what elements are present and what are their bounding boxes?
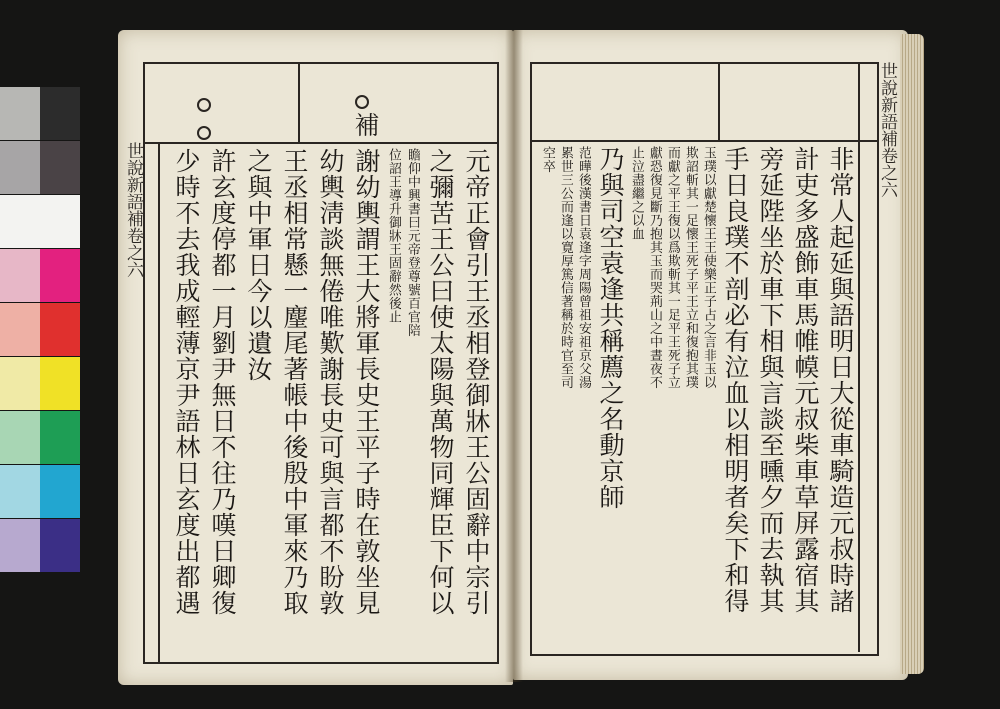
- text-column: 空卒: [540, 146, 555, 173]
- swatch: [40, 357, 80, 410]
- swatch: [40, 519, 80, 572]
- text-column: 之與中軍日今以遺汝: [244, 148, 273, 382]
- text-column: 旁延陛坐於車下相與言談至曛夕而去執其: [756, 146, 785, 614]
- text-column: 計吏多盛飾車馬帷幙元叔柴車草屏露宿其: [791, 146, 820, 614]
- left-header-rule: [143, 142, 497, 144]
- text-column: 許玄度停都一月劉尹無日不往乃嘆日卿復: [208, 148, 237, 616]
- book-gutter: [505, 30, 523, 682]
- left-header-divider: [298, 62, 300, 142]
- swatch: [40, 465, 80, 518]
- text-column: 玉璞以獻楚懷王王使樂正子占之言非玉以: [701, 146, 716, 389]
- left-spine-title: 世說新語補卷之六: [123, 142, 143, 278]
- right-spine-title: 世說新語補卷之六: [877, 62, 897, 198]
- swatch: [0, 141, 40, 194]
- header-mark: 補: [351, 112, 380, 138]
- text-column: 手日良璞不剖必有泣血以相明者矣下和得: [721, 146, 750, 614]
- left-spine-rule: [158, 142, 160, 662]
- swatch: [40, 195, 80, 248]
- swatch: [0, 465, 40, 518]
- circle-mark: [355, 95, 369, 109]
- swatch: [0, 249, 40, 302]
- swatch: [40, 411, 80, 464]
- swatch: [0, 411, 40, 464]
- text-column: 少時不去我成輕薄京尹語林日玄度出都遇: [172, 148, 201, 616]
- circle-mark: [197, 98, 211, 112]
- text-column: 元帝正會引王丞相登御牀王公固辭中宗引: [462, 148, 491, 616]
- text-column: 之彌苦王公曰使太陽與萬物同輝臣下何以: [426, 148, 455, 616]
- text-column: 而獻之平王復以爲欺斬其一足平王死子立: [665, 146, 680, 389]
- right-header-divider: [718, 62, 720, 140]
- swatch: [0, 195, 40, 248]
- swatch: [0, 519, 40, 572]
- swatch: [0, 357, 40, 410]
- swatch: [40, 87, 80, 140]
- text-column: 乃與司空袁逢共稱薦之名動京師: [596, 146, 625, 510]
- text-column: 獻恐復見斷乃抱其玉而哭荊山之中晝夜不: [647, 146, 662, 389]
- text-column: 止泣盡繼之以血: [629, 146, 644, 241]
- text-column: 謝幼輿謂王大將軍長史王平子時在敦坐見: [352, 148, 381, 616]
- text-column: 欺詔斬其一足懷王死子平王立和復抱其璞: [683, 146, 698, 389]
- right-spine-rule: [858, 62, 860, 652]
- text-column: 瞻仰中興書曰元帝登尊號百官陪: [405, 148, 420, 337]
- text-column: 位詔王導升御牀王固辭然後止: [386, 148, 401, 324]
- right-header-rule: [530, 140, 877, 142]
- color-checker: [0, 87, 82, 575]
- swatch: [40, 249, 80, 302]
- text-column: 王丞相常懸一麈尾著帳中後殷中軍來乃取: [280, 148, 309, 616]
- text-column: 累世三公而逢以寛厚篤信著稱於時官至司: [558, 146, 573, 389]
- text-column: 非常人起延與語明日大從車騎造元叔時諸: [826, 146, 855, 614]
- swatch: [0, 87, 40, 140]
- circle-mark: [197, 126, 211, 140]
- swatch: [40, 141, 80, 194]
- swatch: [40, 303, 80, 356]
- text-column: 幼輿淸談無倦唯歎謝長史可與言都不盼敦: [316, 148, 345, 616]
- swatch: [0, 303, 40, 356]
- page-edges: [900, 34, 924, 674]
- text-column: 范曄後漢書日袁逢字周陽曾祖安祖京父湯: [576, 146, 591, 389]
